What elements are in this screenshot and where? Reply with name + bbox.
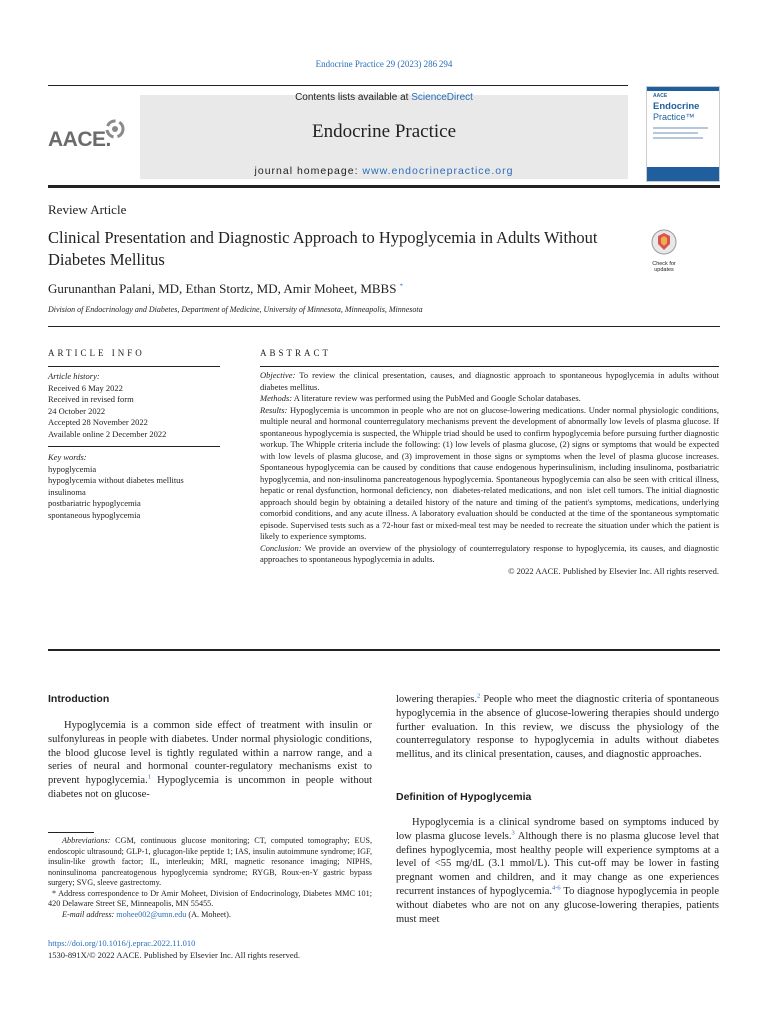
contents-line (140, 92, 628, 103)
abstract-conclusion (260, 543, 719, 566)
article-info-rule (48, 366, 220, 367)
conclusion-text: We provide an overview of the physiology of counterregulatory response to hypoglycemia, its causes, and diagnostic approaches to spontaneous hypoglycemia in adults. (260, 542, 719, 564)
keywords-rule (48, 446, 220, 447)
keyword-item: postbariatric hypoglycemia (48, 498, 141, 508)
cover-title-2: Practice™ (653, 112, 695, 122)
cover-top-band (647, 87, 719, 91)
homepage-prefix: journal homepage: (254, 165, 363, 177)
cover-bottom-band (647, 167, 719, 181)
keyword-item: spontaneous hypoglycemia (48, 509, 141, 520)
conclusion-label: Conclusion: (260, 542, 302, 553)
introduction-heading: Introduction (48, 693, 110, 705)
journal-cover-thumbnail[interactable] (646, 86, 720, 182)
objective-text: To review the clinical presentation, causes, and diagnostic approach to spontaneous hypoglycemia in adults without diabetes mellitus. (260, 370, 719, 392)
abstract-methods (260, 393, 719, 405)
cover-line (653, 132, 698, 134)
corresponding-author-mark[interactable]: * (399, 282, 403, 290)
col2-start: lowering therapies. (396, 694, 478, 705)
keywords (48, 452, 220, 521)
introduction-paragraph (48, 719, 372, 802)
cover-line (653, 127, 708, 129)
objective-label: Objective: (260, 370, 296, 380)
check-updates-label: Check for updates (652, 261, 676, 273)
doi-block (48, 937, 300, 961)
contents-prefix: Contents lists available at (295, 92, 412, 103)
header-top-rule (48, 85, 628, 86)
history-label: Article history: (48, 371, 100, 381)
email-link[interactable]: mohee002@umn.edu (116, 909, 187, 919)
col2-paragraph (396, 693, 719, 762)
abstract-heading: ABSTRACT (260, 348, 332, 358)
aace-logo (48, 128, 111, 152)
history-item: Received 6 May 2022 (48, 382, 123, 393)
results-label: Results: (260, 404, 288, 415)
sciencedirect-link[interactable]: ScienceDirect (411, 92, 473, 103)
def-p1-b: Although there is no plasma glucose level that defines hypoglycemia, most healthy people will experience symptoms at a level of <55 mg/dL (3.1 mmol/L). This cut-off may be lower in fasting pregnant women and children, and it may change as one experiences recurrent instances of hypoglycemia. (396, 830, 719, 897)
author-list (48, 281, 403, 297)
abstract-copyright: © 2022 AACE. Published by Elsevier Inc. All rights reserved. (508, 565, 719, 576)
def-p1-text: Hypoglycemia is a clinical syndrome based on symptoms induced by low plasma glucose levels. (396, 817, 719, 842)
results-text: Hypoglycemia is uncommon in people who are not on glucose-lowering medications. Under normal physiologic conditions, multiple neural and hormonal counterregulatory mechanisms prevent the development of abnormally low levels of plasma glucose. If spontaneous hypoglycemia is suspected, the Whipple triad should be used to confirm hypoglycemia before pursuing further diagnostic workup. The Whipple criteria include the following: (1) low levels of plasma glucose, (2) signs or symptoms that would be expected with low levels of plasma glucose, and (3) improvement in those signs or symptoms when the level of plasma glucose increases. Spontaneous hypoglycemia can be caused by conditions that cause endogenous hyperinsulinism, including insulinoma, postbariatric hypoglycemia, and non-insulinoma pancreatogenous hypoglycemia. Spontaneous hypoglycemia can also be seen with critical illness, hepatic or renal dysfunction, hormonal deficiency, non diabetes-related medications, and non islet cell tumors. The initial diagnostic approach should begin by obtaining a detailed history of the nature and timing of the patient's symptoms, medications, underlying comorbid conditions, and any acute illness. A laboratory evaluation should be conducted at the time of the spontaneous symptomatic episode. Supervised tests such as a 72-hour fast or mixed-meal test may be needed to recreate the situation under which the patient is likely to experience symptoms. (260, 404, 719, 541)
def-p1 (396, 816, 719, 926)
history-item: Available online 2 December 2022 (48, 428, 167, 439)
journal-citation[interactable]: Endocrine Practice 29 (2023) 286 294 (315, 59, 453, 69)
article-history (48, 371, 220, 440)
authors-text: Gurunanthan Palani, MD, Ethan Stortz, MD, Amir Moheet, MBBS (48, 281, 397, 296)
article-type: Review Article (48, 202, 127, 217)
definition-paragraph (396, 816, 719, 926)
title-rule (48, 326, 720, 327)
definition-heading: Definition of Hypoglycemia (396, 791, 532, 803)
col2-rest: People who meet the diagnostic criteria of spontaneous hypoglycemia in the absence of glucose-lowering therapies should undergo further evaluation. In this review, we discuss the physiology of the counterregulatory response to hypoglycemia in adults without diabetes mellitus, and its clinical presentation, causes, and diagnostic approaches. (396, 694, 719, 761)
aace-logo-text: AACE. (48, 128, 111, 151)
homepage-link[interactable]: www.endocrinepractice.org (362, 165, 514, 177)
reference-link[interactable]: 4-6 (552, 884, 561, 892)
abstract-body (260, 370, 719, 577)
reference-link[interactable]: 3 (511, 829, 515, 837)
cover-line (653, 137, 703, 139)
header-thick-rule (48, 185, 720, 188)
history-item: 24 October 2022 (48, 405, 106, 416)
reference-link[interactable]: 2 (477, 692, 481, 700)
reference-link[interactable]: 1 (147, 773, 151, 781)
keyword-item: hypoglycemia (48, 463, 97, 474)
affiliation: Division of Endocrinology and Diabetes, Department of Medicine, University of Minnesota, Minneapolis, Minnesota (48, 305, 423, 314)
abstract-bottom-rule (48, 649, 720, 651)
correspondence-footnote: * Address correspondence to Dr Amir Moheet, Division of Endocrinology, Diabetes MMC 101; 420 Delaware Street SE, Minneapolis, MN 55455. (48, 888, 372, 908)
methods-text: A literature review was performed using the PubMed and Google Scholar databases. (292, 393, 581, 403)
column-two-continuation (396, 693, 719, 762)
footnote-rule (48, 832, 94, 833)
article-info-heading: ARTICLE INFO (48, 348, 145, 358)
abstract-objective (260, 370, 719, 393)
footnotes (48, 836, 372, 920)
methods-label: Methods: (260, 393, 293, 403)
check-updates-icon (645, 229, 683, 257)
check-for-updates-badge[interactable] (645, 229, 683, 273)
cover-title-1: Endocrine (653, 101, 700, 112)
keyword-item: insulinoma (48, 486, 86, 497)
abstract-results (260, 405, 719, 543)
keyword-item: hypoglycemia without diabetes mellitus (48, 475, 184, 485)
intro-p1-tail: Hypoglycemia is uncommon in people without diabetes not on glucose- (48, 775, 372, 800)
abbreviations-label: Abbreviations: (62, 836, 111, 845)
cover-brand: AACE (653, 93, 668, 99)
history-item: Accepted 28 November 2022 (48, 417, 148, 427)
email-tail: (A. Moheet). (186, 909, 231, 919)
doi-link[interactable]: https://doi.org/10.1016/j.eprac.2022.11.010 (48, 938, 196, 948)
email-footnote (48, 910, 372, 921)
journal-title: Endocrine Practice (311, 121, 456, 142)
intro-p1-text: Hypoglycemia is a common side effect of treatment with insulin or sulfonylureas in people with diabetes. Under normal physiologic conditions, the blood glucose level is tightly regulated within a narrow range, and a series of neural and hormonal counter-regulatory mechanisms exist to prevent hypoglycemia. (48, 720, 372, 787)
keywords-label: Key words: (48, 452, 87, 462)
abstract-rule (260, 366, 719, 367)
abbreviations-footnote (48, 836, 372, 889)
journal-homepage (140, 165, 628, 177)
email-label: E-mail address: (62, 909, 115, 919)
aace-swirl-icon (104, 118, 126, 140)
article-title: Clinical Presentation and Diagnostic Approach to Hypoglycemia in Adults Without Diabetes Mellitus (48, 228, 598, 269)
abbreviations-text: CGM, continuous glucose monitoring; CT, computed tomography; EUS, endoscopic ultrasound; GLP-1, glucagon-like peptide 1; IAS, insulin autoimmune syndrome; IGF, insulin-like growth factor; IL, interleukin; MRI, magnetic resonance imaging; NIPHS, noninsulinoma pancreatogenous hypoglycemia syndrome; RYGB, Roux-en-Y gastric bypass surgery; SVG, sleeve gastrectomy. (48, 836, 372, 887)
issn-copyright: 1530-891X/© 2022 AACE. Published by Elsevier Inc. All rights reserved. (48, 950, 300, 960)
def-p1-c: To diagnose hypoglycemia in people without diabetes who are not on any glucose-lowering therapies, patients must meet (396, 885, 719, 925)
history-item: Received in revised form (48, 394, 134, 404)
intro-p1 (48, 719, 372, 802)
